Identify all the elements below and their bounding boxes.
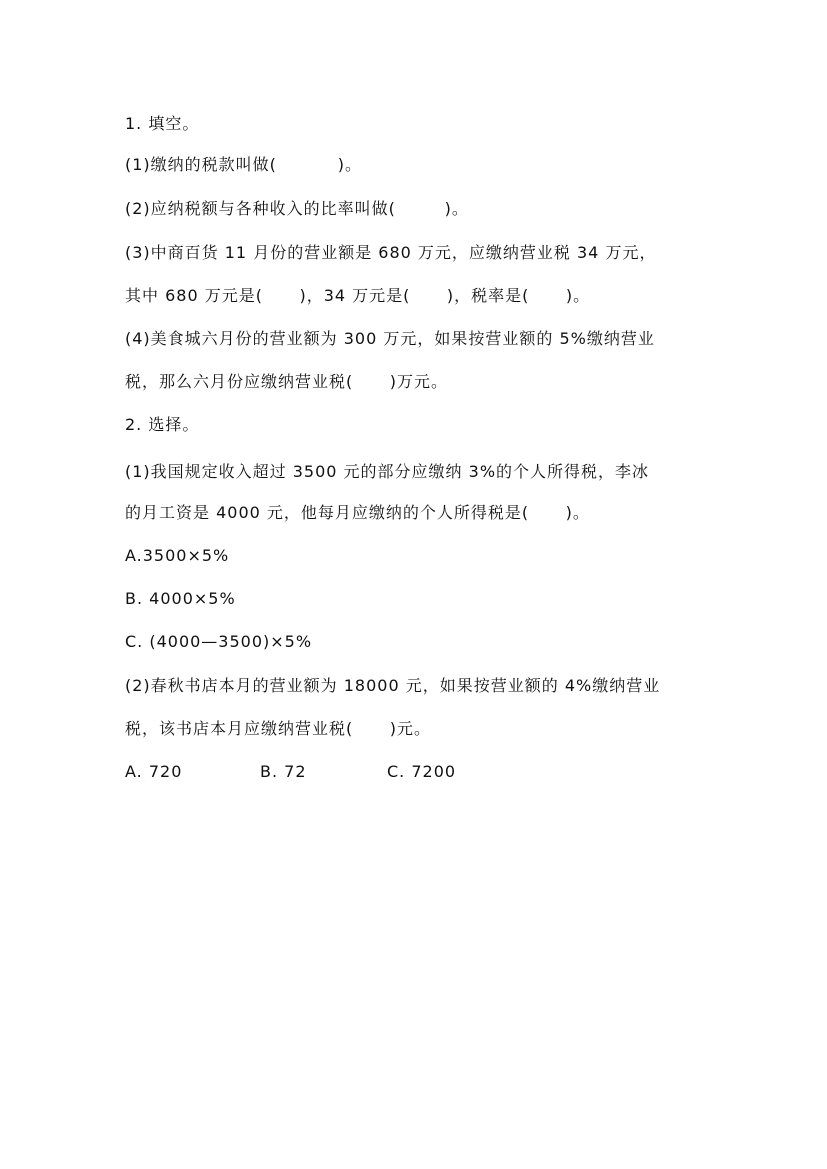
choice-question-2-option-b: B. 72 xyxy=(260,762,307,781)
choice-question-1-line-2: 的月工资是 4000 元，他每月应缴纳的个人所得税是( )。 xyxy=(125,503,590,522)
choice-question-1-option-c: C. (4000—3500)×5% xyxy=(125,632,313,651)
choice-question-1-option-a: A.3500×5% xyxy=(125,546,230,565)
fill-question-3-line-1: (3)中商百货 11 月份的营业额是 680 万元，应缴纳营业税 34 万元， xyxy=(125,243,657,262)
choice-question-1-line-1: (1)我国规定收入超过 3500 元的部分应缴纳 3%的个人所得税，李冰 xyxy=(125,462,650,481)
fill-question-3-line-2: 其中 680 万元是( )，34 万元是( )，税率是( )。 xyxy=(125,286,591,305)
fill-question-4-line-1: (4)美食城六月份的营业额为 300 万元，如果按营业额的 5%缴纳营业 xyxy=(125,329,655,348)
fill-question-1: (1)缴纳的税款叫做( )。 xyxy=(125,155,363,174)
fill-question-4-line-2: 税，那么六月份应缴纳营业税( )万元。 xyxy=(125,372,449,391)
choice-question-2-line-1: (2)春秋书店本月的营业额为 18000 元，如果按营业额的 4%缴纳营业 xyxy=(125,676,661,695)
choice-question-2-option-a: A. 720 xyxy=(125,762,183,781)
choice-question-2-option-c: C. 7200 xyxy=(387,762,457,781)
choice-question-1-option-b: B. 4000×5% xyxy=(125,589,236,608)
choice-question-2-line-2: 税，该书店本月应缴纳营业税( )元。 xyxy=(125,719,432,738)
section-2-heading: 2. 选择。 xyxy=(125,415,200,434)
choice-question-2-options xyxy=(125,761,525,783)
section-1-heading: 1. 填空。 xyxy=(125,114,200,133)
fill-question-2: (2)应纳税额与各种收入的比率叫做( )。 xyxy=(125,199,469,218)
